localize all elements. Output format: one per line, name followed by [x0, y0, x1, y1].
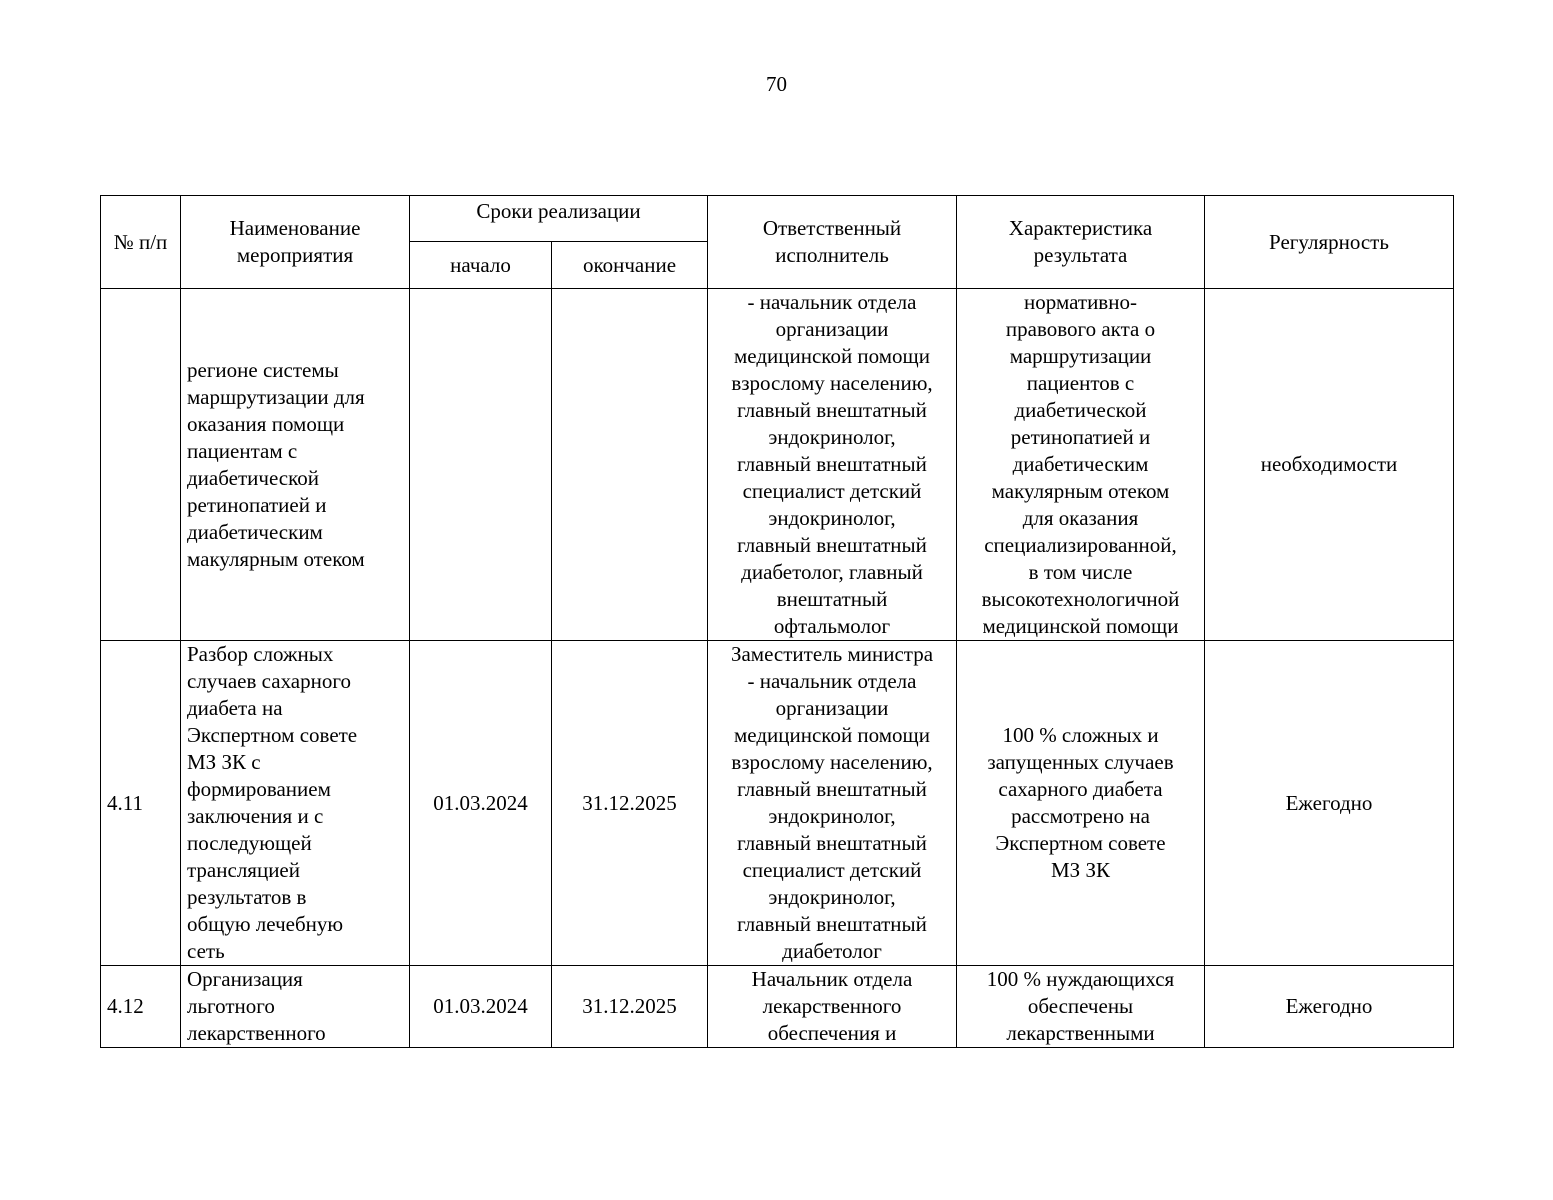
- row-result: 100 % сложных и запущенных случаев сахарного диабета рассмотрено на Экспертном совете МЗ ЗК: [957, 641, 1205, 966]
- header-result-label: Характеристика результата: [1008, 216, 1153, 267]
- header-timing: [410, 196, 708, 242]
- row-regularity: необходимости: [1205, 289, 1454, 641]
- table-row: [101, 641, 1454, 966]
- header-responsible-label: Ответственный исполнитель: [762, 216, 902, 267]
- header-end-label: окончание: [582, 252, 677, 277]
- table-row: [101, 966, 1454, 1048]
- activities-table: [100, 195, 1454, 1048]
- table-header-row: [101, 196, 1454, 242]
- table-row: [101, 289, 1454, 641]
- row-end: [552, 289, 708, 641]
- row-start: 01.03.2024: [410, 966, 552, 1048]
- header-regularity: [1205, 196, 1454, 289]
- row-end: 31.12.2025: [552, 966, 708, 1048]
- page-number: 70: [766, 72, 787, 96]
- row-start: 01.03.2024: [410, 641, 552, 966]
- row-regularity: Ежегодно: [1205, 641, 1454, 966]
- row-end: 31.12.2025: [552, 641, 708, 966]
- header-num-label: № п/п: [113, 229, 168, 254]
- header-name-label: Наименование мероприятия: [229, 216, 361, 267]
- row-regularity: Ежегодно: [1205, 966, 1454, 1048]
- header-result: [957, 196, 1205, 289]
- header-num: [101, 196, 181, 289]
- header-name: [181, 196, 410, 289]
- header-start-label: начало: [450, 252, 511, 277]
- header-regularity-label: Регулярность: [1269, 229, 1389, 254]
- row-responsible: Заместитель министра - начальник отдела организации медицинской помощи взрослому населению, главный внештатный эндокринолог, главный внештатный специалист детский эндокринолог, главный внештатный диабетолог: [708, 641, 957, 966]
- header-timing-label: Сроки реализации: [476, 199, 641, 223]
- row-responsible: - начальник отдела организации медицинской помощи взрослому населению, главный внештатный эндокринолог, главный внештатный специалист детский эндокринолог, главный внештатный диабетолог, главный внештатный офтальмолог: [708, 289, 957, 641]
- row-num: [101, 289, 181, 641]
- row-result: нормативно- правового акта о маршрутизации пациентов с диабетической ретинопатией и диабетическим макулярным отеком для оказания специализированной, в том числе высокотехнологичной медицинской помощи: [957, 289, 1205, 641]
- header-start: [410, 242, 552, 289]
- header-responsible: [708, 196, 957, 289]
- row-name: Разбор сложных случаев сахарного диабета на Экспертном совете МЗ ЗК с формированием заключения и с последующей трансляцией результатов в общую лечебную сеть: [181, 641, 410, 966]
- row-result: 100 % нуждающихся обеспечены лекарственными: [957, 966, 1205, 1048]
- row-num: 4.11: [101, 641, 181, 966]
- row-name: регионе системы маршрутизации для оказания помощи пациентам с диабетической ретинопатией и диабетическим макулярным отеком: [181, 289, 410, 641]
- row-num: 4.12: [101, 966, 181, 1048]
- row-start: [410, 289, 552, 641]
- header-end: [552, 242, 708, 289]
- row-responsible: Начальник отдела лекарственного обеспечения и: [708, 966, 957, 1048]
- row-name: Организация льготного лекарственного: [181, 966, 410, 1048]
